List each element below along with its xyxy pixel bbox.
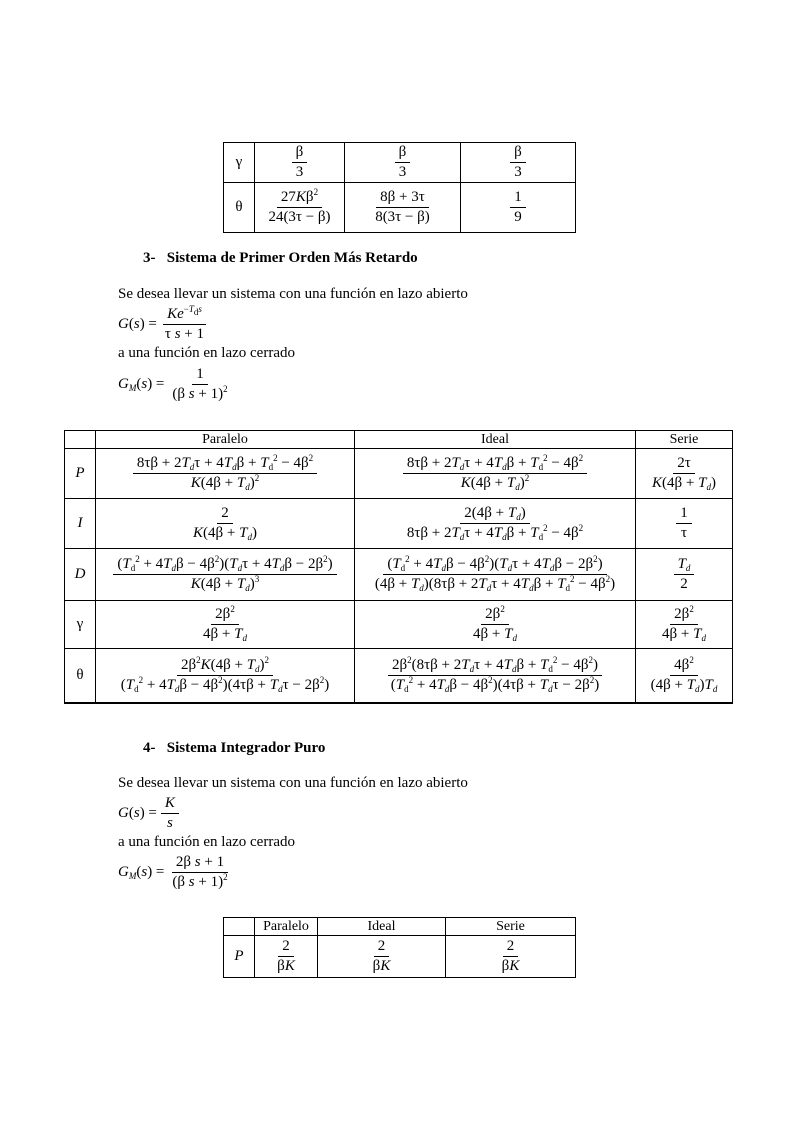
table-row-d	[65, 549, 733, 601]
cell: $\frac{2\beta^2}{4\beta + T_d}$	[636, 601, 733, 649]
cell: $\frac{8\tau\beta + 2T_d\tau + 4T_d\beta + T_d^2 - 4\beta^2}{K(4\beta + T_d)^2}$	[96, 449, 355, 499]
cell: $\frac{\beta}{3}$	[255, 143, 345, 183]
closed-loop-equation-4	[118, 854, 232, 892]
section-4-heading: 4- Sistema Integrador Puro	[143, 740, 326, 756]
table-row-gamma	[224, 143, 576, 183]
cell: $\frac{\beta}{3}$	[461, 143, 576, 183]
table-row-theta	[65, 649, 733, 703]
row-label: θ	[65, 649, 96, 703]
column-header-ideal: Ideal	[355, 431, 636, 449]
section-4-closed-intro: a una función en lazo cerrado	[118, 834, 295, 850]
cell: $\frac{\beta}{3}$	[345, 143, 461, 183]
section-3-closed-intro: a una función en lazo cerrado	[118, 345, 295, 361]
cell: $\frac{2\beta^2}{4\beta + T_d}$	[96, 601, 355, 649]
row-label: γ	[224, 143, 255, 183]
cell: $\frac{2\beta^2}{4\beta + T_d}$	[355, 601, 636, 649]
lhs: G(s) =	[118, 805, 157, 822]
cell: $\frac{2}{\beta K}$	[318, 936, 446, 978]
lhs: G(s) =	[118, 316, 157, 333]
table-header-row	[65, 431, 733, 449]
cell: $\frac{1}{\tau}$	[636, 499, 733, 549]
row-label: P	[65, 449, 96, 499]
table-row-p	[224, 936, 576, 978]
cell: $\frac{4\beta^2}{(4\beta + T_d)T_d}$	[636, 649, 733, 703]
fraction: $\frac{\text{2β s + 1}}{(\beta s + 1)^2}$	[172, 854, 228, 891]
row-label: θ	[224, 183, 255, 233]
section-3-table	[64, 430, 733, 704]
table-row-p	[65, 449, 733, 499]
column-header-ideal: Ideal	[318, 918, 446, 936]
row-label: P	[224, 936, 255, 978]
cell: $\frac{2}{K(4\beta + T_d)}$	[96, 499, 355, 549]
cell: $\frac{T_d}{2}$	[636, 549, 733, 601]
open-loop-equation-3	[118, 306, 208, 344]
column-header-paralelo: Paralelo	[96, 431, 355, 449]
cell: $\frac{(T_d^2 + 4T_d\beta - 4\beta^2)(T_d\tau + 4T_d\beta - 2\beta^2)}{K(4\beta + T_d)^3}$	[96, 549, 355, 601]
cell: $\frac{1}{9}$	[461, 183, 576, 233]
cell: $\frac{2\tau}{K(4\beta + T_d)}$	[636, 449, 733, 499]
fraction: $\frac{K}{s}$	[161, 795, 179, 833]
row-label: D	[65, 549, 96, 601]
cell	[255, 183, 345, 233]
cell: $\frac{(T_d^2 + 4T_d\beta - 4\beta^2)(T_d\tau + 4T_d\beta - 2\beta^2)}{(4\beta + T_d)(8\tau\beta + 2T_d\tau + 4T_d\beta + T_d^2 - 4\beta^2)}$	[355, 549, 636, 601]
top-table	[223, 142, 576, 233]
open-loop-equation-4	[118, 795, 179, 833]
den: 24(3τ − β)	[268, 209, 331, 225]
closed-loop-equation-3	[118, 366, 232, 404]
fraction: $\frac{Ke^{-T_ds}}{\text{τ s + 1}}$	[164, 304, 204, 343]
column-header-serie: Serie	[636, 431, 733, 449]
num: $27K\beta^2$	[277, 189, 322, 208]
cell: $\frac{2}{\beta K}$	[255, 936, 318, 978]
row-label: γ	[65, 601, 96, 649]
cell: $\frac{2\beta^2(8\tau\beta + 2T_d\tau + 4T_d\beta + T_d^2 - 4\beta^2)}{(T_d^2 + 4T_d\beta - 4\beta^2)(4\tau\beta + T_d\tau - 2\beta^2)}$	[355, 649, 636, 703]
section-3-heading: 3- Sistema de Primer Orden Más Retardo	[143, 250, 418, 266]
table-row-i	[65, 499, 733, 549]
cell: $\frac{2(4\beta + T_d)}{8\tau\beta + 2T_d\tau + 4T_d\beta + T_d^2 - 4\beta^2}$	[355, 499, 636, 549]
section-4-table	[223, 917, 576, 978]
cell: $\frac{8\tau\beta + 2T_d\tau + 4T_d\beta + T_d^2 - 4\beta^2}{K(4\beta + T_d)^2}$	[355, 449, 636, 499]
table-row-gamma	[65, 601, 733, 649]
section-4-intro: Se desea llevar un sistema con una función en lazo abierto	[118, 775, 468, 791]
cell: $\frac{2\beta^2K(4\beta + T_d)^2}{(T_d^2 + 4T_d\beta - 4\beta^2)(4\tau\beta + T_d\tau - 2\beta^2)}$	[96, 649, 355, 703]
cell: $\frac{2}{\beta K}$	[446, 936, 576, 978]
column-header-serie: Serie	[446, 918, 576, 936]
column-header-paralelo: Paralelo	[255, 918, 318, 936]
lhs: $G_M(s)$ =	[118, 376, 165, 394]
table-row-theta	[224, 183, 576, 233]
table-header-row	[224, 918, 576, 936]
cell: $\frac{8\beta + 3\tau}{8(3\tau - \beta)}$	[345, 183, 461, 233]
fraction: $\frac{1}{(\beta s + 1)^2}$	[172, 366, 228, 403]
row-label: I	[65, 499, 96, 549]
lhs: $G_M(s)$ =	[118, 864, 165, 882]
section-3-intro: Se desea llevar un sistema con una función en lazo abierto	[118, 286, 468, 302]
